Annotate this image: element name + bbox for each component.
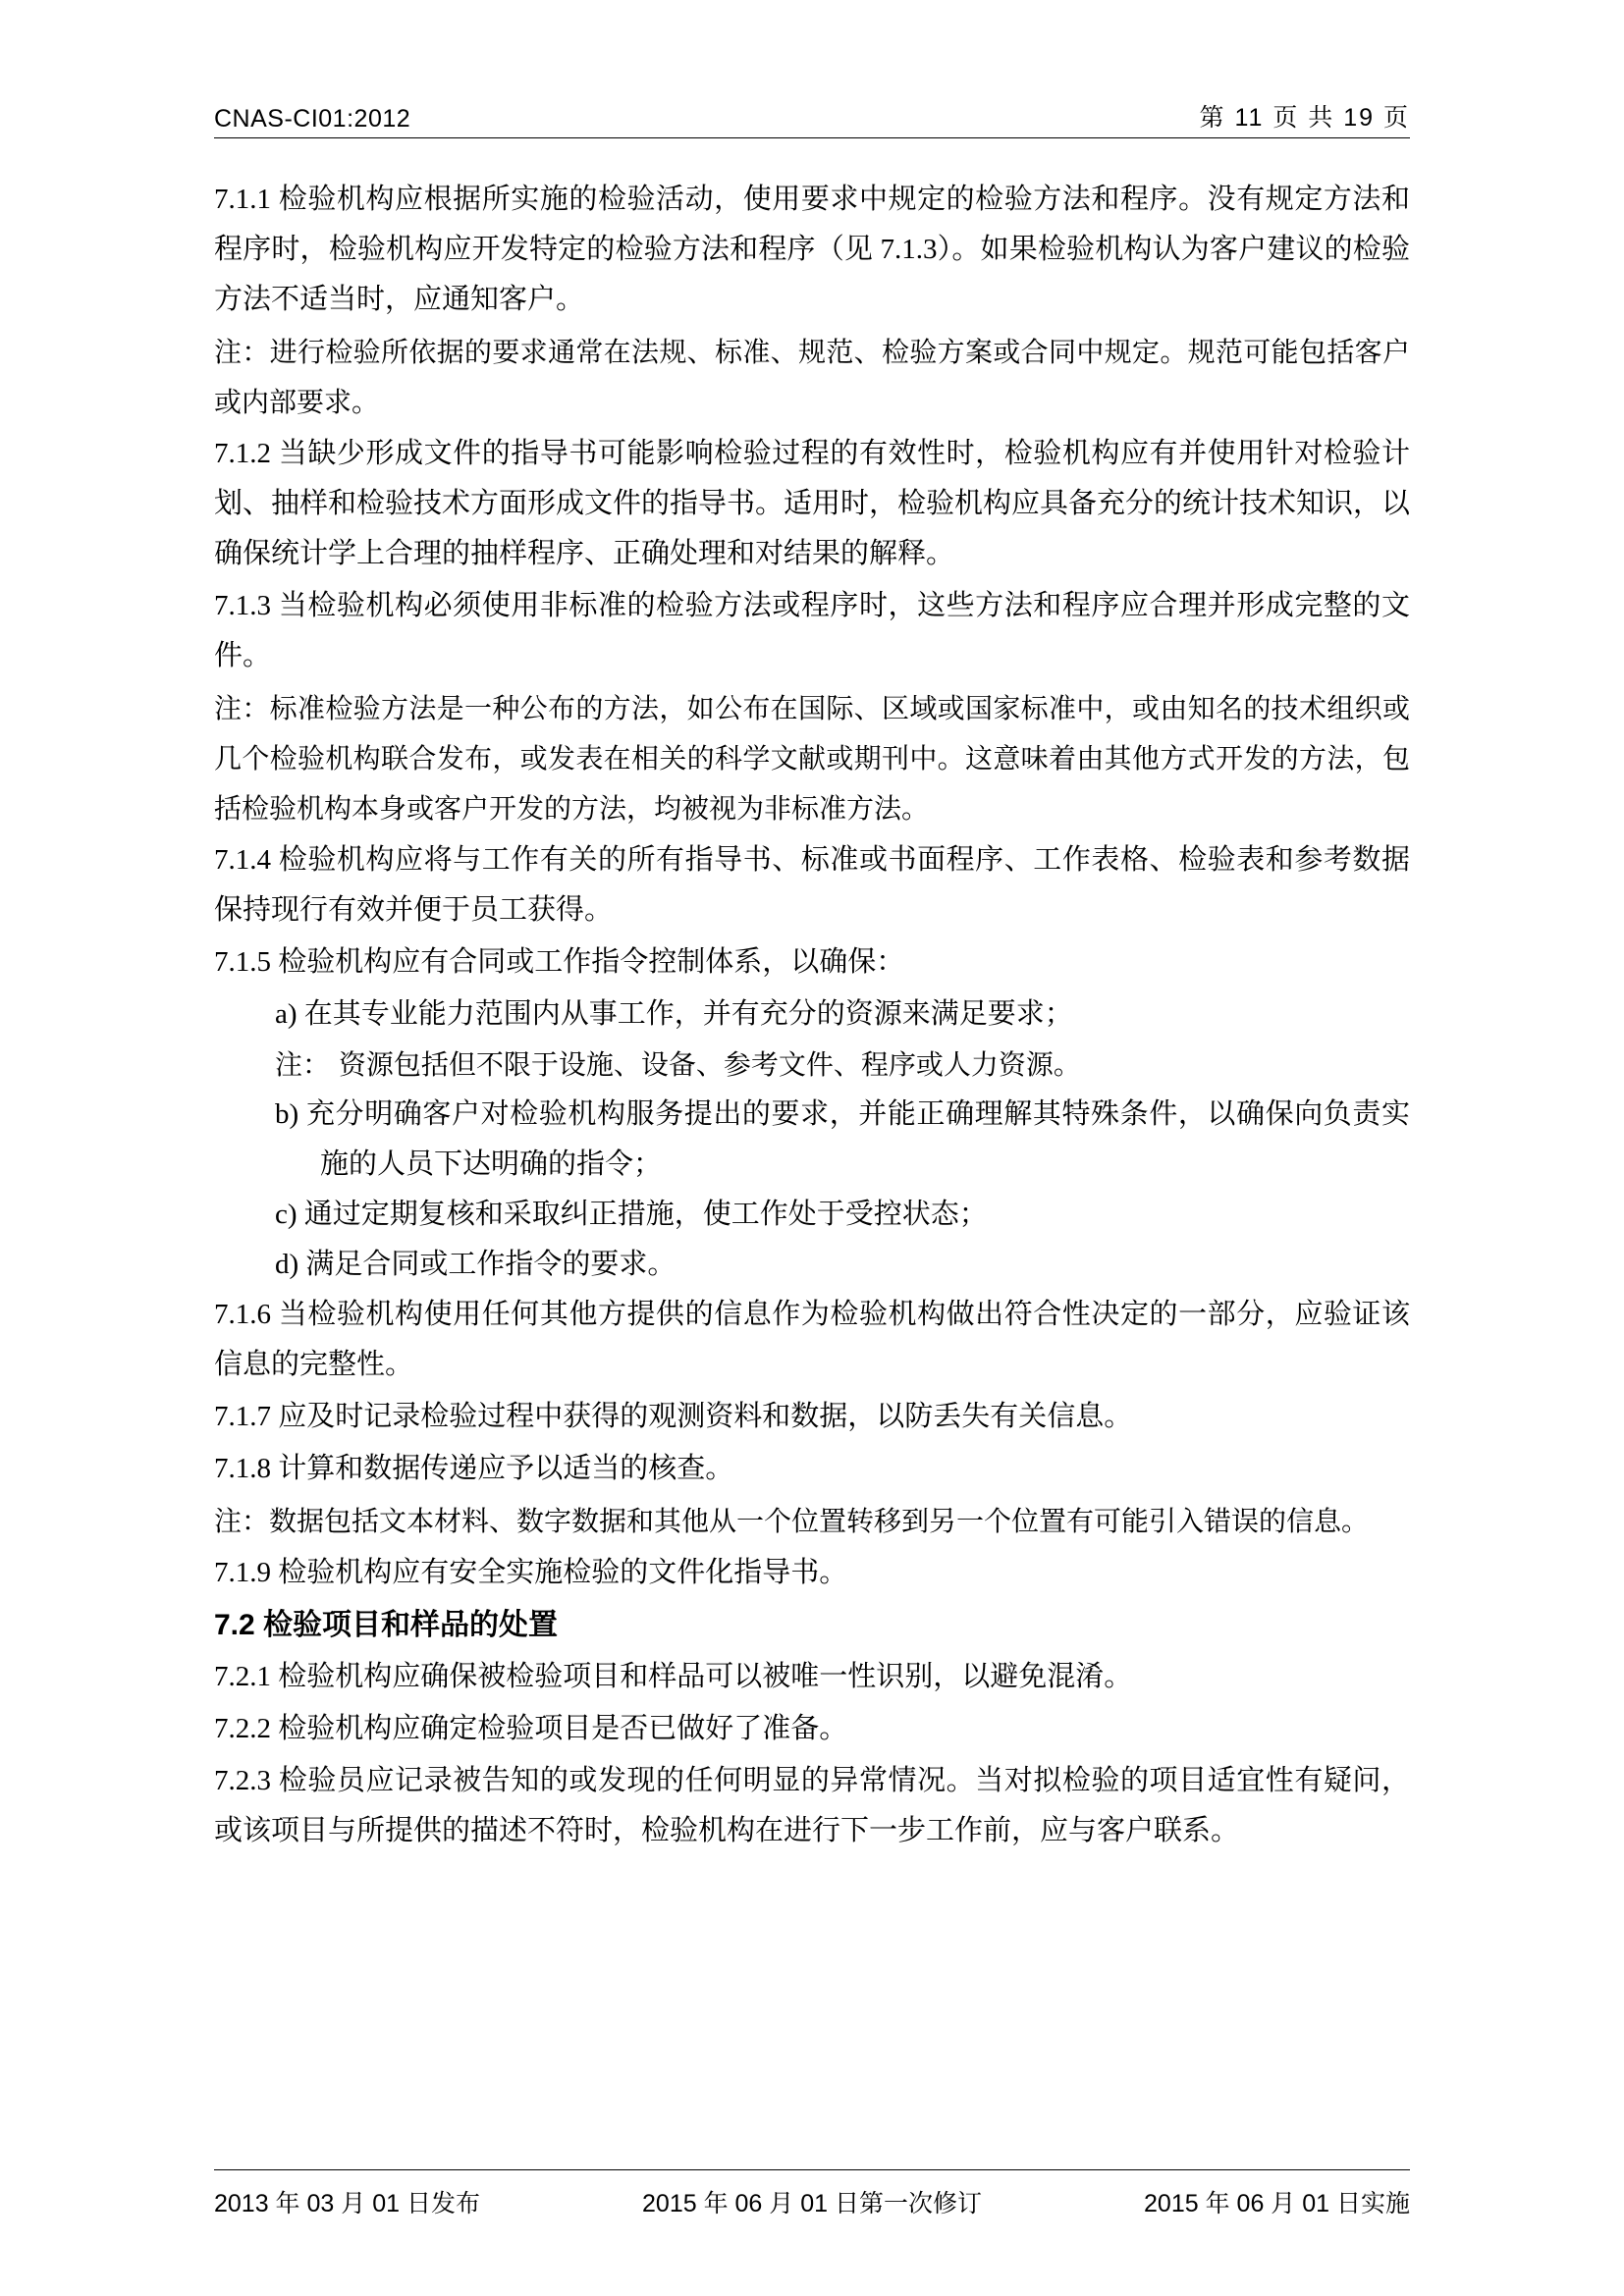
list-item-a: a) 在其专业能力范围内从事工作，并有充分的资源来满足要求； <box>275 998 1073 1030</box>
note-7-1-3: 注：标准检验方法是一种公布的方法，如公布在国际、区域或国家标准中，或由知名的技术组织或几个检验机构联合发布，或发表在相关的科学文献或期刊中。这意味着由其他方式开发的方法，包括检验机构本身或客户开发的方法，均被视为非标准方法。 <box>214 692 1410 825</box>
document-body <box>214 175 1410 1858</box>
footer-revision-date: 2015 年 06 月 01 日第一次修订 <box>642 2190 982 2217</box>
clause-7-2-3: 7.2.3 检验员应记录被告知的或发现的任何明显的异常情况。当对拟检验的项目适宜性有疑问，或该项目与所提供的描述不符时，检验机构在进行下一步工作前，应与客户联系。 <box>214 1765 1410 1846</box>
list-item-d: d) 满足合同或工作指令的要求。 <box>275 1249 677 1280</box>
clause-7-1-5-list <box>214 989 1410 1290</box>
section-heading-7-2: 7.2 检验项目和样品的处置 <box>214 1609 559 1641</box>
footer-effective-date: 2015 年 06 月 01 日实施 <box>1144 2190 1410 2217</box>
page-footer <box>214 2184 1410 2219</box>
page-header <box>214 98 1410 133</box>
clause-7-2-2: 7.2.2 检验机构应确定检验项目是否已做好了准备。 <box>214 1713 848 1744</box>
clause-7-1-7: 7.1.7 应及时记录检验过程中获得的观测资料和数据，以防丢失有关信息。 <box>214 1401 1133 1432</box>
clause-7-1-4: 7.1.4 检验机构应将与工作有关的所有指导书、标准或书面程序、工作表格、检验表和参考数据保持现行有效并便于员工获得。 <box>214 844 1410 926</box>
clause-7-1-2: 7.1.2 当缺少形成文件的指导书可能影响检验过程的有效性时，检验机构应有并使用针对检验计划、抽样和检验技术方面形成文件的指导书。适用时，检验机构应具备充分的统计技术知识，以确保统计学上合理的抽样程序、正确处理和对结果的解释。 <box>214 438 1411 569</box>
list-item-b: b) 充分明确客户对检验机构服务提出的要求，并能正确理解其特殊条件，以确保向负责实施的人员下达明确的指令； <box>275 1098 1410 1180</box>
clause-7-1-9: 7.1.9 检验机构应有安全实施检验的文件化指导书。 <box>214 1557 848 1588</box>
clause-7-1-6: 7.1.6 当检验机构使用任何其他方提供的信息作为检验机构做出符合性决定的一部分，应验证该信息的完整性。 <box>214 1299 1410 1380</box>
clause-7-1-8: 7.1.8 计算和数据传递应予以适当的核查。 <box>214 1453 734 1484</box>
note-7-1-1: 注：进行检验所依据的要求通常在法规、标准、规范、检验方案或合同中规定。规范可能包括客户或内部要求。 <box>214 336 1410 418</box>
list-item-c: c) 通过定期复核和采取纠正措施，使工作处于受控状态； <box>275 1199 988 1230</box>
note-list-item-a: 注： 资源包括但不限于设施、设备、参考文件、程序或人力资源。 <box>275 1048 1081 1081</box>
clause-7-1-5: 7.1.5 检验机构应有合同或工作指令控制体系，以确保： <box>214 946 905 978</box>
footer-divider <box>214 2169 1410 2170</box>
header-divider <box>214 137 1410 138</box>
footer-issue-date: 2013 年 03 月 01 日发布 <box>214 2190 480 2217</box>
clause-7-1-1: 7.1.1 检验机构应根据所实施的检验活动，使用要求中规定的检验方法和程序。没有规定方法和程序时，检验机构应开发特定的检验方法和程序（见 7.1.3）。如果检验机构认为客户建议的检验方法不适当时，应通知客户。 <box>214 184 1410 315</box>
clause-7-2-1: 7.2.1 检验机构应确保被检验项目和样品可以被唯一性识别，以避免混淆。 <box>214 1661 1133 1692</box>
note-7-1-8: 注：数据包括文本材料、数字数据和其他从一个位置转移到另一个位置有可能引入错误的信息。 <box>214 1505 1370 1537</box>
header-page-number: 第 11 页 共 19 页 <box>1199 104 1410 132</box>
clause-7-1-3: 7.1.3 当检验机构必须使用非标准的检验方法或程序时，这些方法和程序应合理并形成完整的文件。 <box>214 590 1410 671</box>
header-document-id: CNAS-CI01:2012 <box>214 105 411 133</box>
